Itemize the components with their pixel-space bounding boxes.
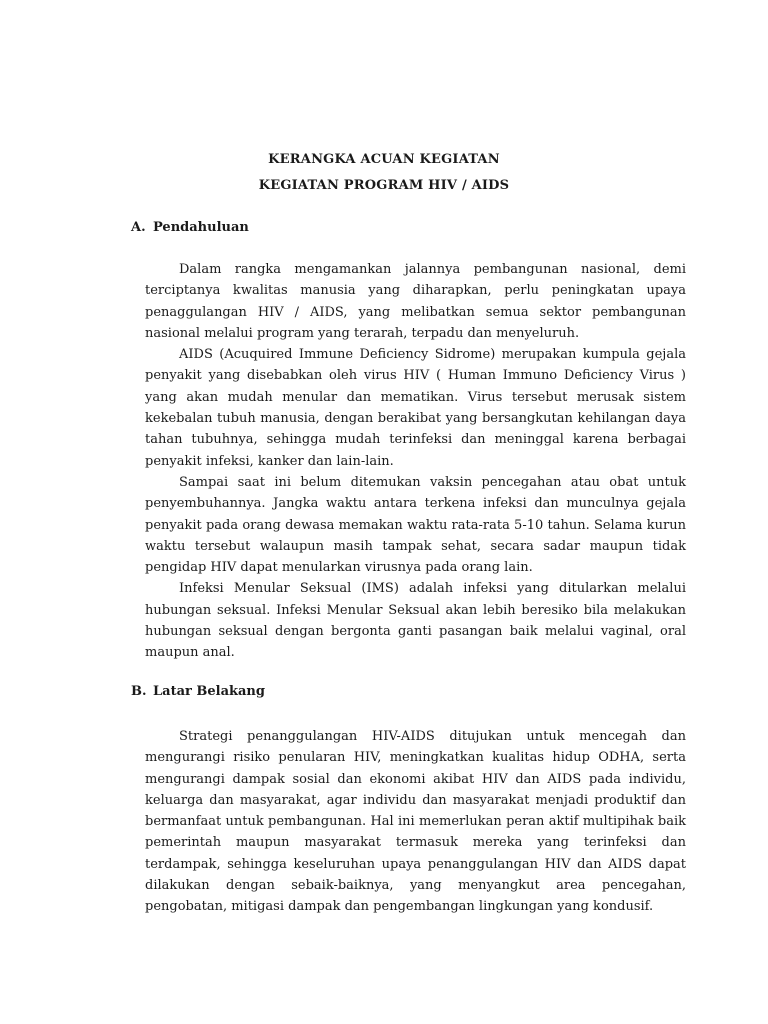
section-b-letter: B. <box>131 684 147 699</box>
section-a-title: Pendahuluan <box>153 220 249 235</box>
section-b-paragraph-1: Strategi penanggulangan HIV-AIDS ditujukan untuk mencegah dan mengurangi risiko penularan HIV, meningkatkan kualitas hidup ODHA, serta mengurangi dampak sosial dan ekonomi akibat HIV dan AIDS pada individu, keluarga dan masyarakat, agar individu dan masyarakat menjadi produktif dan bermanfaat untuk pembangunan. Hal ini memerlukan peran aktif multipihak baik pemerintah maupun masyarakat termasuk mereka yang terinfeksi dan terdampak, sehingga keseluruhan upaya penanggulangan HIV dan AIDS dapat dilakukan dengan sebaik-baiknya, yang menyangkut area pencegahan, pengobatan, mitigasi dampak dan pengembangan lingkungan yang kondusif. <box>145 729 686 915</box>
section-a-paragraph-3: Sampai saat ini belum ditemukan vaksin pencegahan atau obat untuk penyembuhannya. Jangka waktu antara terkena infeksi dan munculnya gejala penyakit pada orang dewasa memakan waktu rata-rata 5-10 tahun. Selama kurun waktu tersebut walaupun masih tampak sehat, secara sadar maupun tidak pengidap HIV dapat menularkan virusnya pada orang lain. <box>145 474 686 576</box>
section-b-heading <box>131 684 265 699</box>
document-title-line-1: KERANGKA ACUAN KEGIATAN <box>268 152 500 167</box>
section-b-title: Latar Belakang <box>153 684 265 699</box>
section-a-letter: A. <box>131 220 146 235</box>
section-a-body <box>145 259 686 664</box>
section-a-paragraph-2: AIDS (Acuquired Immune Deficiency Sidrome) merupakan kumpula gejala penyakit yang disebabkan oleh virus HIV ( Human Immuno Deficiency Virus ) yang akan mudah menular dan mematikan. Virus tersebut merusak sistem kekebalan tubuh manusia, dengan berakibat yang bersangkutan kehilangan daya tahan tubuhnya, sehingga mudah terinfeksi dan meninggal karena berbagai penyakit infeksi, kanker dan lain-lain. <box>145 347 686 469</box>
section-a-paragraph-1: Dalam rangka mengamankan jalannya pembangunan nasional, demi terciptanya kwalitas manusia yang diharapkan, perlu peningkatan upaya penaggulangan HIV / AIDS, yang melibatkan semua sektor pembangunan nasional melalui program yang terarah, terpadu dan menyeluruh. <box>145 262 686 341</box>
document-title-line-2: KEGIATAN PROGRAM HIV / AIDS <box>258 178 510 193</box>
section-a-paragraph-4: Infeksi Menular Seksual (IMS) adalah infeksi yang ditularkan melalui hubungan seksual. Infeksi Menular Seksual akan lebih beresiko bila melakukan hubungan seksual dengan bergonta ganti pasangan baik melalui vaginal, oral maupun anal. <box>145 581 686 661</box>
section-b-body <box>145 726 686 918</box>
section-a-heading <box>131 220 249 235</box>
